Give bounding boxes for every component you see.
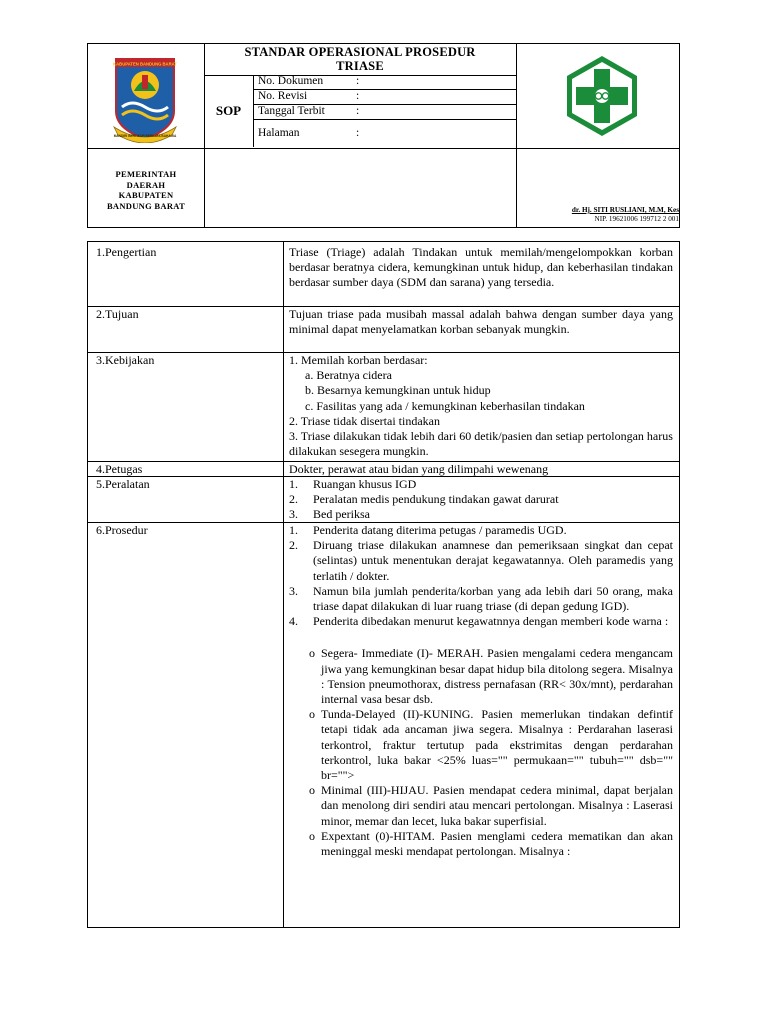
- meta-no-revisi: No. Revisi :: [258, 90, 360, 102]
- pengertian-text: Triase (Triage) adalah Tindakan untuk memilah/mengelompokkan korban berdasar beratnya cidera, kemungkinan untuk hidup, dan keberhasilan tindakan berdasar sumber daya (SDM dan sarana) yang tersedia.: [289, 245, 673, 290]
- kebijakan-subitem: c. Fasilitas yang ada / kemungkinan keberhasilan tindakan: [305, 398, 585, 413]
- triage-color-code-item: o Segera- Immediate (I)- MERAH. Pasien mengalami cedera mengancam jiwa yang kemungkinan besar dapat hidup bila ditolong segera. Misalnya : Tension pneumothorax, distress pernafasan (RR< 30x/mnt), perdarahan internal vasa besar dsb.: [309, 646, 673, 707]
- peralatan-item: 3. Bed periksa: [289, 507, 370, 522]
- bullet-marker: o: [309, 828, 315, 843]
- sop-header-table: [87, 43, 680, 228]
- row-label-prosedur: 6.Prosedur: [96, 523, 148, 537]
- meta-tanggal-terbit: Tanggal Terbit :: [258, 105, 360, 117]
- kabupaten-emblem-logo: [112, 55, 178, 143]
- row-label-kebijakan: 3.Kebijakan: [96, 353, 155, 367]
- peralatan-item: 1. Ruangan khusus IGD: [289, 477, 417, 491]
- prosedur-step: 4. Penderita dibedakan menurut kegawatnnya dengan memberi kode warna :: [289, 614, 669, 629]
- row-label-peralatan: 5.Peralatan: [96, 477, 150, 491]
- document-title: STANDAR OPERASIONAL PROSEDUR TRIASE: [244, 45, 476, 73]
- bullet-marker: o: [309, 707, 315, 722]
- kebijakan-item: 1. Memilah korban berdasar:: [289, 353, 428, 367]
- kebijakan-item: 2. Triase tidak disertai tindakan: [289, 413, 440, 428]
- logo-motto-text: MANDIRI BERTIKUR BERKATA BAHAGIA: [113, 134, 177, 138]
- kebijakan-list: [289, 353, 673, 459]
- column-divider: [283, 242, 284, 927]
- prosedur-step: 2. Diruang triase dilakukan anamnese dan pemeriksaan singkat dan cepat (selintas) untuk menentukan derajat kegawatannya. Oleh paramedis yang terlatih / dokter.: [289, 538, 673, 583]
- triage-color-code-item: o Tunda-Delayed (II)-KUNING. Pasien memerlukan tindakan defintif tetapi tidak ada ancaman jiwa segera. Misalnya : Perdarahan laserasi terkontrol, fraktur tertutup pada ekstrimitas dengan perdarahan terkontrol, luka bakar <25% luas="" permukaan="" tubuh="" dsb="" br="">: [309, 707, 673, 783]
- kebijakan-subitem: b. Besarnya kemungkinan untuk hidup: [305, 383, 491, 398]
- signer-nip: NIP. 19621006 199712 2 001: [594, 215, 679, 223]
- triage-color-code-item: o Expextant (0)-HITAM. Pasien menglami cedera mematikan dan akan meninggal meski mendapat pertolongan. Misalnya :: [309, 828, 673, 859]
- row-label-petugas: 4.Petugas: [96, 462, 143, 476]
- bullet-marker: o: [309, 783, 315, 798]
- header-divider: [516, 44, 517, 227]
- bullet-marker: o: [309, 646, 315, 661]
- sop-label: SOP: [215, 103, 242, 118]
- logo-banner-text: KABUPATEN BANDUNG BARAT: [113, 61, 177, 67]
- signature-block: [516, 206, 679, 224]
- row-label-tujuan: 2.Tujuan: [96, 307, 139, 321]
- peralatan-list: [289, 477, 673, 523]
- row-label-pengertian: 1.Pengertian: [96, 245, 157, 259]
- prosedur-step: 1. Penderita datang diterima petugas / paramedis UGD.: [289, 523, 567, 537]
- meta-halaman: Halaman :: [258, 127, 360, 139]
- meta-no-dokumen: No. Dokumen :: [258, 75, 360, 87]
- tujuan-text: Tujuan triase pada musibah massal adalah bahwa dengan sumber daya yang minimal dapat menyelamatkan korban sebanyak mungkin.: [289, 307, 673, 337]
- peralatan-item: 2. Peralatan medis pendukung tindakan gawat darurat: [289, 492, 559, 507]
- header-divider: [253, 75, 254, 147]
- header-divider: [204, 75, 516, 76]
- prosedur-list: [289, 523, 673, 859]
- triage-color-code-item: o Minimal (III)-HIJAU. Pasien mendapat cedera minimal, dapat berjalan dan menolong diri sendiri atau mencari pertolongan. Misalnya : Laserasi minor, memar dan lecet, luka bakar superfisial.: [309, 783, 673, 828]
- header-divider: [88, 148, 679, 149]
- sop-content-table: [87, 241, 680, 928]
- government-label: PEMERINTAH DAERAH KABUPATEN BANDUNG BARAT: [106, 169, 186, 211]
- kebijakan-item: 3. Triase dilakukan tidak lebih dari 60 detik/pasien dan setiap pertolongan harus dilakukan sesegera mungkin.: [289, 429, 673, 459]
- signer-name: dr. Hj. SITI RUSLIANI, M.M, Kes: [571, 206, 679, 214]
- kebijakan-subitem: a. Beratnya cidera: [305, 368, 392, 383]
- puskesmas-logo: [564, 53, 640, 139]
- petugas-text: Dokter, perawat atau bidan yang dilimpahi wewenang: [289, 462, 549, 476]
- header-divider: [253, 119, 516, 120]
- prosedur-step: 3. Namun bila jumlah penderita/korban yang ada lebih dari 50 orang, maka triase dapat dilakukan di luar ruang triase (di depan gedung IGD).: [289, 583, 673, 614]
